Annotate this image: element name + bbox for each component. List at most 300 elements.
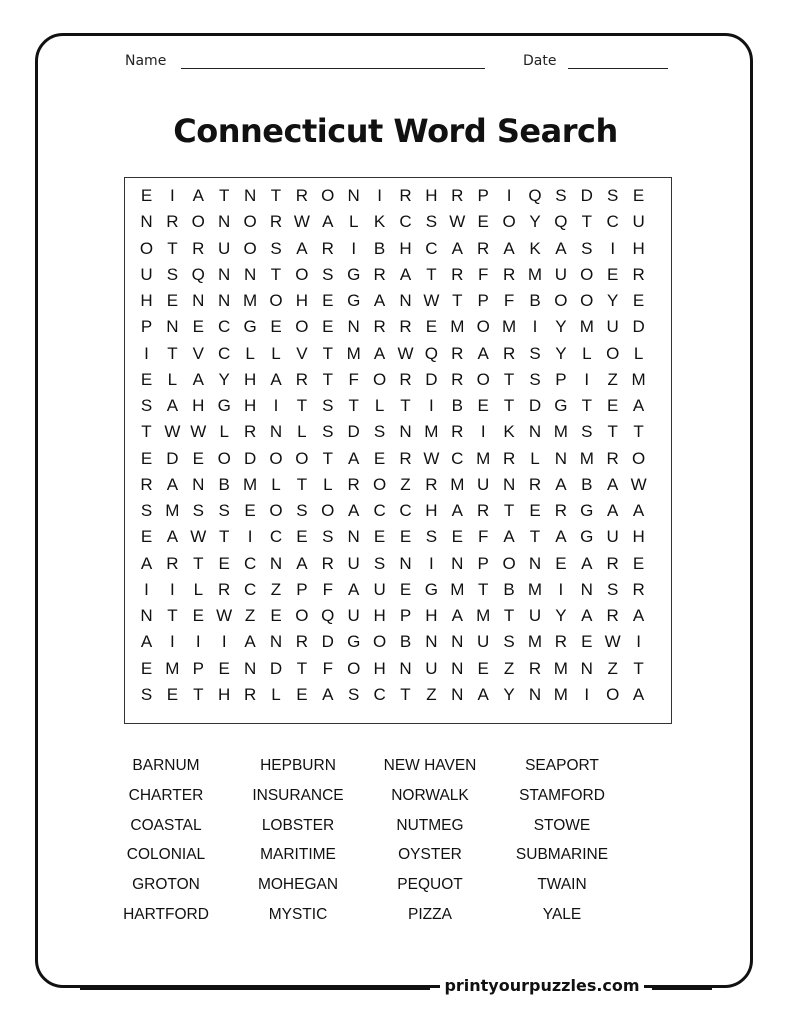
grid-letter: I: [170, 579, 175, 599]
grid-letter: H: [632, 238, 645, 258]
grid-letter: L: [348, 212, 359, 232]
grid-letter: N: [399, 658, 412, 678]
grid-letter: A: [322, 684, 334, 704]
grid-letter: O: [321, 186, 335, 205]
grid-letter: Z: [607, 658, 618, 678]
grid-row: [125, 183, 671, 209]
grid-letter: O: [476, 317, 490, 337]
grid-letter: T: [167, 343, 178, 363]
grid-letter: T: [348, 396, 359, 415]
grid-letter: O: [502, 553, 516, 573]
grid-letter: R: [632, 264, 645, 284]
grid-letter: Y: [218, 369, 230, 389]
grid-letter: N: [140, 606, 153, 625]
grid-letter: I: [636, 632, 641, 652]
grid-letter: V: [192, 343, 204, 363]
grid-letter: M: [553, 658, 568, 678]
grid-letter: H: [373, 658, 386, 678]
grid-letter: T: [270, 264, 282, 284]
grid-letter: N: [269, 553, 283, 573]
grid-letter: R: [399, 448, 412, 468]
grid-letter: N: [347, 186, 360, 205]
word-list-item: NORWALK: [391, 786, 469, 804]
grid-letter: O: [295, 317, 309, 337]
grid-letter: K: [529, 238, 541, 258]
grid-letter: I: [144, 579, 149, 599]
grid-letter: H: [425, 606, 438, 625]
grid-letter: L: [167, 369, 178, 389]
grid-letter: T: [296, 474, 308, 494]
grid-letter: A: [607, 474, 619, 494]
grid-letter: P: [477, 291, 489, 310]
grid-letter: T: [167, 238, 178, 258]
grid-letter: A: [244, 632, 256, 652]
grid-letter: S: [607, 186, 619, 205]
grid-letter: D: [425, 369, 438, 389]
grid-letter: W: [423, 291, 440, 310]
grid-letter: N: [192, 474, 205, 494]
grid-letter: Q: [191, 264, 205, 284]
grid-letter: M: [631, 369, 646, 389]
grid-row: [125, 629, 671, 655]
grid-letter: F: [503, 291, 515, 310]
grid-letter: W: [190, 527, 207, 547]
grid-row: [125, 577, 671, 603]
grid-letter: A: [503, 527, 515, 547]
grid-letter: H: [243, 396, 257, 415]
word-list-item: OYSTER: [398, 846, 462, 864]
grid-letter: B: [451, 396, 463, 415]
grid-letter: E: [607, 396, 619, 415]
grid-letter: M: [579, 448, 594, 468]
grid-letter: E: [192, 606, 204, 625]
grid-letter: C: [218, 343, 231, 363]
grid-letter: E: [296, 527, 308, 547]
grid-letter: S: [140, 396, 153, 415]
grid-letter: O: [606, 684, 620, 704]
grid-letter: O: [217, 448, 231, 468]
grid-letter: A: [166, 527, 179, 547]
grid-letter: R: [373, 264, 386, 284]
grid-letter: O: [347, 658, 361, 678]
grid-letter: M: [346, 343, 361, 363]
grid-row: [125, 262, 671, 288]
grid-letter: E: [477, 658, 489, 678]
grid-row: [125, 367, 671, 393]
grid-letter: P: [399, 606, 412, 625]
grid-letter: A: [477, 684, 489, 704]
grid-letter: W: [164, 422, 181, 442]
grid-letter: Y: [529, 212, 541, 232]
grid-letter: E: [607, 264, 619, 284]
grid-letter: M: [450, 579, 465, 599]
grid-letter: E: [322, 317, 334, 337]
grid-letter: A: [296, 238, 308, 258]
grid-letter: N: [528, 422, 542, 442]
grid-letter: H: [425, 501, 438, 520]
grid-letter: A: [632, 501, 645, 520]
grid-letter: T: [452, 291, 463, 310]
grid-letter: P: [555, 369, 567, 389]
grid-letter: R: [451, 343, 464, 363]
grid-letter: O: [269, 291, 283, 310]
grid-letter: R: [502, 343, 516, 363]
grid-letter: A: [555, 474, 567, 494]
word-list-item: CHARTER: [128, 786, 204, 804]
grid-letter: P: [192, 658, 204, 678]
grid-letter: T: [633, 658, 644, 678]
grid-letter: Y: [607, 291, 619, 310]
grid-letter: M: [476, 448, 491, 468]
grid-letter: S: [322, 422, 334, 442]
grid-letter: E: [140, 369, 153, 389]
grid-letter: E: [632, 186, 645, 205]
word-list-item: NUTMEG: [396, 816, 464, 834]
grid-letter: N: [243, 264, 257, 284]
grid-letter: H: [243, 369, 257, 389]
grid-letter: N: [192, 291, 205, 310]
grid-letter: C: [399, 501, 412, 520]
grid-letter: O: [243, 212, 257, 232]
grid-letter: S: [373, 422, 386, 442]
grid-letter: S: [425, 212, 438, 232]
grid-letter: W: [630, 474, 647, 494]
grid-letter: H: [399, 238, 412, 258]
grid-letter: G: [580, 527, 594, 547]
grid-letter: I: [584, 684, 590, 704]
grid-letter: S: [425, 527, 438, 547]
grid-letter: M: [527, 632, 543, 652]
grid-letter: N: [243, 658, 257, 678]
word-list-item: HARTFORD: [123, 906, 209, 923]
grid-letter: O: [269, 448, 283, 468]
grid-letter: Z: [426, 684, 437, 704]
grid-letter: N: [347, 317, 360, 337]
grid-letter: P: [140, 317, 153, 337]
grid-letter: C: [399, 212, 412, 232]
grid-letter: A: [270, 369, 282, 389]
grid-letter: E: [477, 212, 489, 232]
grid-letter: F: [322, 579, 333, 599]
grid-letter: O: [295, 606, 309, 625]
grid-letter: A: [166, 474, 179, 494]
grid-letter: S: [348, 684, 360, 704]
grid-letter: T: [400, 396, 411, 415]
grid-letter: N: [580, 658, 593, 678]
grid-letter: T: [426, 264, 437, 284]
grid-letter: T: [503, 396, 515, 415]
grid-letter: I: [377, 186, 382, 205]
grid-letter: L: [193, 579, 204, 599]
grid-letter: T: [477, 579, 489, 599]
grid-letter: E: [477, 396, 489, 415]
grid-letter: A: [451, 238, 463, 258]
grid-letter: S: [503, 632, 515, 652]
grid-letter: I: [480, 422, 486, 442]
grid-letter: O: [372, 632, 387, 652]
grid-letter: Y: [555, 343, 567, 363]
grid-letter: R: [373, 317, 386, 337]
grid-row: [125, 209, 671, 235]
grid-letter: R: [347, 474, 360, 494]
grid-letter: A: [140, 632, 153, 652]
grid-letter: M: [424, 422, 439, 442]
grid-row: [125, 472, 671, 498]
grid-letter: R: [606, 553, 619, 573]
grid-letter: D: [243, 448, 257, 468]
grid-letter: V: [296, 343, 308, 363]
grid-letter: S: [140, 501, 153, 520]
grid-letter: E: [218, 658, 230, 678]
grid-letter: U: [554, 264, 568, 284]
grid-letter: E: [373, 527, 386, 547]
grid-letter: E: [373, 448, 386, 468]
grid-letter: H: [218, 684, 231, 704]
grid-letter: U: [477, 474, 490, 494]
grid-letter: S: [270, 238, 282, 258]
grid-letter: C: [451, 448, 464, 468]
grid-letter: I: [584, 369, 590, 389]
grid-letter: G: [347, 264, 361, 284]
grid-letter: T: [503, 369, 515, 389]
grid-letter: N: [502, 474, 516, 494]
grid-letter: L: [582, 343, 592, 363]
grid-letter: I: [170, 186, 175, 205]
grid-row: [125, 314, 671, 340]
grid-letter: I: [532, 317, 538, 337]
grid-letter: E: [425, 317, 438, 337]
grid-letter: A: [607, 501, 619, 520]
grid-letter: M: [579, 317, 594, 337]
footer-site-name: printyourpuzzles.com: [440, 976, 644, 995]
grid-letter: R: [632, 579, 645, 599]
grid-letter: U: [632, 212, 645, 232]
grid-letter: C: [373, 684, 386, 704]
grid-letter: A: [451, 606, 463, 625]
grid-letter: T: [503, 606, 515, 625]
grid-letter: N: [580, 579, 593, 599]
grid-letter: C: [606, 212, 619, 232]
word-list-item: STAMFORD: [519, 786, 605, 804]
grid-letter: W: [293, 212, 310, 232]
grid-letter: T: [193, 553, 204, 573]
grid-letter: H: [425, 186, 438, 205]
grid-letter: N: [528, 684, 542, 704]
grid-letter: Z: [270, 579, 282, 599]
grid-letter: M: [450, 317, 465, 337]
grid-letter: R: [502, 448, 516, 468]
grid-letter: N: [269, 422, 283, 442]
grid-letter: I: [247, 527, 253, 547]
grid-letter: W: [449, 212, 466, 232]
grid-letter: S: [555, 186, 567, 205]
footer-rule-right: [652, 987, 712, 990]
grid-letter: R: [399, 186, 412, 205]
grid-letter: B: [218, 474, 230, 494]
grid-letter: T: [581, 212, 592, 232]
grid-letter: P: [296, 579, 308, 599]
grid-letter: M: [165, 658, 180, 678]
grid-letter: R: [451, 264, 464, 284]
grid-letter: R: [140, 474, 153, 494]
grid-letter: R: [218, 579, 231, 599]
grid-letter: T: [141, 422, 152, 442]
grid-letter: N: [399, 553, 412, 573]
grid-letter: A: [348, 448, 360, 468]
page-title: Connecticut Word Search: [173, 112, 618, 150]
grid-letter: N: [140, 212, 153, 232]
grid-letter: R: [554, 632, 568, 652]
grid-letter: N: [451, 632, 464, 652]
grid-letter: N: [399, 422, 412, 442]
grid-letter: L: [271, 343, 281, 363]
word-list-item: TWAIN: [537, 876, 587, 894]
grid-letter: T: [400, 684, 411, 704]
grid-letter: T: [607, 422, 618, 442]
grid-letter: N: [243, 186, 257, 205]
grid-letter: M: [527, 579, 543, 599]
grid-letter: D: [269, 658, 283, 678]
grid-letter: N: [218, 291, 231, 310]
grid-letter: R: [321, 238, 334, 258]
grid-letter: T: [193, 684, 204, 704]
grid-letter: E: [244, 501, 256, 520]
grid-letter: M: [243, 291, 258, 310]
grid-letter: A: [166, 396, 179, 415]
name-field-line: [181, 68, 485, 69]
grid-letter: U: [477, 632, 490, 652]
grid-letter: S: [322, 264, 334, 284]
word-list-item: LOBSTER: [261, 816, 335, 834]
grid-letter: E: [322, 291, 334, 310]
grid-letter: R: [321, 553, 334, 573]
word-list-item: BARNUM: [132, 757, 200, 774]
grid-letter: L: [271, 474, 281, 494]
grid-letter: A: [581, 553, 593, 573]
name-label: Name: [125, 53, 167, 69]
grid-letter: O: [243, 238, 257, 258]
grid-letter: A: [322, 212, 334, 232]
grid-row: [125, 393, 671, 419]
grid-letter: M: [243, 474, 258, 494]
grid-letter: I: [429, 396, 434, 415]
grid-letter: R: [606, 606, 619, 625]
grid-letter: M: [476, 606, 491, 625]
grid-letter: H: [192, 396, 205, 415]
date-field-line: [568, 68, 668, 69]
grid-letter: P: [477, 186, 489, 205]
grid-letter: A: [348, 579, 360, 599]
word-list-item: NEW HAVEN: [383, 757, 477, 774]
grid-letter: E: [140, 448, 153, 468]
word-list-item: INSURANCE: [252, 786, 344, 804]
grid-letter: N: [451, 553, 464, 573]
grid-letter: C: [218, 317, 231, 337]
grid-letter: B: [373, 238, 386, 258]
grid-letter: U: [347, 606, 360, 625]
word-list-item: YALE: [542, 906, 582, 923]
grid-letter: Q: [424, 343, 438, 363]
grid-letter: U: [373, 579, 386, 599]
grid-letter: R: [166, 553, 179, 573]
grid-letter: U: [140, 264, 153, 284]
grid-letter: N: [166, 317, 179, 337]
grid-letter: A: [192, 186, 204, 205]
grid-letter: D: [347, 422, 360, 442]
grid-letter: M: [502, 317, 517, 337]
grid-letter: N: [218, 264, 231, 284]
grid-letter: R: [295, 632, 309, 652]
grid-letter: N: [451, 684, 464, 704]
grid-row: [125, 446, 671, 472]
date-label: Date: [523, 53, 557, 69]
grid-letter: U: [425, 658, 438, 678]
letter-grid: [124, 177, 672, 724]
word-list-item: GROTON: [132, 876, 200, 894]
grid-letter: K: [373, 212, 386, 232]
grid-letter: A: [451, 501, 463, 520]
grid-letter: E: [632, 291, 645, 310]
grid-letter: S: [607, 579, 619, 599]
grid-letter: R: [295, 369, 309, 389]
grid-letter: O: [502, 212, 516, 232]
grid-letter: O: [554, 291, 568, 310]
grid-letter: Y: [503, 684, 515, 704]
grid-row: [125, 236, 671, 262]
grid-letter: G: [580, 501, 594, 520]
grid-letter: M: [553, 684, 568, 704]
grid-letter: R: [269, 212, 283, 232]
grid-letter: R: [502, 264, 516, 284]
grid-letter: E: [218, 553, 230, 573]
grid-letter: D: [528, 396, 542, 415]
grid-letter: Q: [554, 212, 568, 232]
grid-letter: L: [633, 343, 644, 363]
grid-letter: O: [606, 343, 620, 363]
grid-letter: I: [195, 632, 201, 652]
grid-letter: Z: [607, 369, 618, 389]
grid-letter: F: [477, 264, 489, 284]
grid-letter: O: [372, 369, 387, 389]
word-list-item: SUBMARINE: [515, 846, 609, 864]
grid-letter: T: [218, 527, 230, 547]
grid-letter: R: [243, 422, 257, 442]
grid-letter: W: [216, 606, 233, 625]
grid-letter: D: [580, 186, 593, 205]
grid-letter: S: [166, 264, 179, 284]
grid-letter: N: [269, 632, 283, 652]
grid-letter: W: [190, 422, 207, 442]
grid-row: [125, 656, 671, 682]
grid-letter: T: [322, 448, 333, 468]
word-list-item: PIZZA: [408, 906, 452, 923]
grid-letter: Z: [400, 474, 411, 494]
grid-letter: N: [399, 291, 412, 310]
grid-letter: E: [581, 632, 593, 652]
word-list-item: COLONIAL: [126, 846, 206, 864]
grid-row: [125, 288, 671, 314]
grid-letter: A: [399, 264, 412, 284]
grid-letter: E: [399, 527, 412, 547]
grid-letter: E: [270, 606, 282, 625]
grid-letter: R: [451, 186, 464, 205]
grid-letter: E: [399, 579, 412, 599]
grid-row: [125, 551, 671, 577]
grid-letter: O: [191, 212, 205, 232]
grid-letter: R: [606, 448, 619, 468]
grid-letter: H: [295, 291, 309, 310]
grid-row: [125, 603, 671, 629]
